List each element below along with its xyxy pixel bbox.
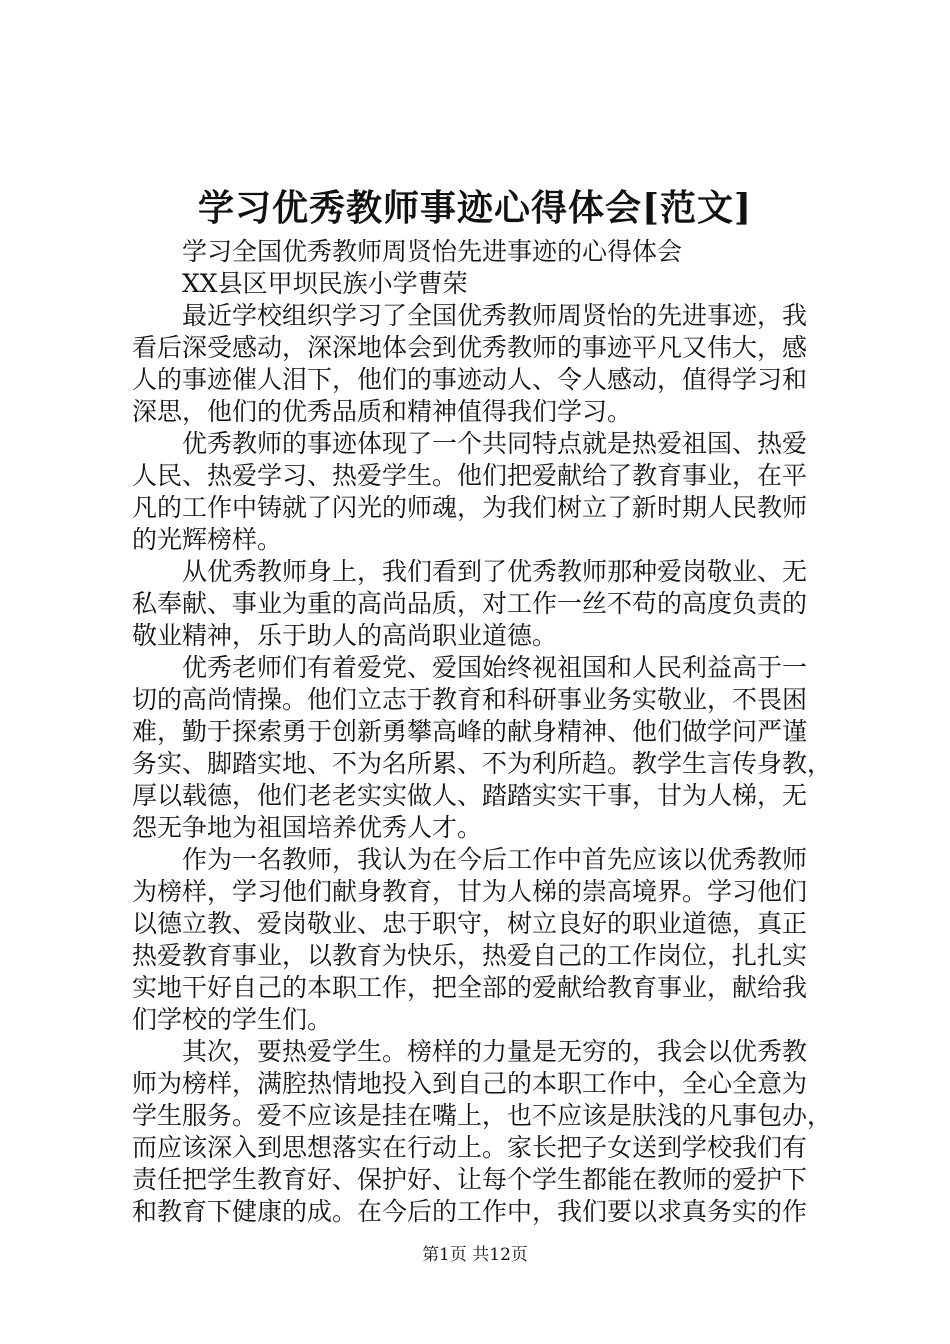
text-line: 而应该深入到思想落实在行动上。家长把子女送到学校我们有 — [132, 1133, 808, 1162]
text-line: 们学校的学生们。 — [132, 1005, 333, 1034]
document-body — [132, 236, 836, 1228]
text-line: 责任把学生教育好、保护好、让每个学生都能在教师的爱护下 — [132, 1165, 808, 1194]
text-line: 人民、热爱学习、热爱学生。他们把爱献给了教育事业，在平 — [132, 461, 808, 490]
text-line: 看后深受感动，深深地体会到优秀教师的事迹平凡又伟大，感 — [132, 333, 808, 362]
page-number-footer: 第1页 共12页 — [422, 1245, 528, 1265]
text-line: 学生服务。爱不应该是挂在嘴上，也不应该是肤浅的凡事包办， — [132, 1101, 833, 1130]
text-line: 务实、脚踏实地、不为名所累、不为利所趋。教学生言传身教， — [132, 749, 833, 778]
text-line: 作为一名教师，我认为在今后工作中首先应该以优秀教师 — [182, 845, 808, 874]
text-line: 的光辉榜样。 — [132, 525, 283, 554]
text-line: 为榜样，学习他们献身教育，甘为人梯的崇高境界。学习他们 — [132, 877, 808, 906]
text-line: 从优秀教师身上，我们看到了优秀教师那种爱岗敬业、无 — [182, 557, 808, 586]
text-line: 难，勤于探索勇于创新勇攀高峰的献身精神、他们做学问严谨 — [132, 717, 808, 746]
text-line: 切的高尚情操。他们立志于教育和科研事业务实敬业，不畏困 — [132, 685, 808, 714]
text-line: 师为榜样，满腔热情地投入到自己的本职工作中，全心全意为 — [132, 1069, 808, 1098]
text-line: 厚以载德，他们老老实实做人、踏踏实实干事，甘为人梯，无 — [132, 781, 808, 810]
text-line: 敬业精神，乐于助人的高尚职业道德。 — [132, 621, 558, 650]
text-line: 热爱教育事业，以教育为快乐，热爱自己的工作岗位，扎扎实 — [132, 941, 808, 970]
text-line: 实地干好自己的本职工作，把全部的爱献给教育事业，献给我 — [132, 973, 808, 1002]
text-line: 私奉献、事业为重的高尚品质，对工作一丝不苟的高度负责的 — [132, 589, 808, 618]
text-line: 优秀老师们有着爱党、爱国始终视祖国和人民利益高于一 — [182, 653, 808, 682]
document-title: 学习优秀教师事迹心得体会[范文] — [197, 187, 753, 229]
text-line: 和教育下健康的成。在今后的工作中，我们要以求真务实的作 — [132, 1197, 808, 1226]
text-line: 人的事迹催人泪下，他们的事迹动人、令人感动，值得学习和 — [132, 365, 808, 394]
text-line: 怨无争地为祖国培养优秀人才。 — [132, 813, 483, 842]
text-line: 最近学校组织学习了全国优秀教师周贤怡的先进事迹，我 — [182, 301, 808, 330]
text-line: 以德立教、爱岗敬业、忠于职守，树立良好的职业道德，真正 — [132, 909, 808, 938]
text-line: 深思，他们的优秀品质和精神值得我们学习。 — [132, 397, 633, 426]
text-line: 学习全国优秀教师周贤怡先进事迹的心得体会 — [182, 237, 683, 266]
text-line: 其次，要热爱学生。榜样的力量是无穷的，我会以优秀教 — [182, 1037, 808, 1066]
text-line: 凡的工作中铸就了闪光的师魂，为我们树立了新时期人民教师 — [132, 493, 808, 522]
text-line: XX县区甲坝民族小学曹荣 — [182, 269, 468, 298]
text-line: 优秀教师的事迹体现了一个共同特点就是热爱祖国、热爱 — [182, 429, 808, 458]
